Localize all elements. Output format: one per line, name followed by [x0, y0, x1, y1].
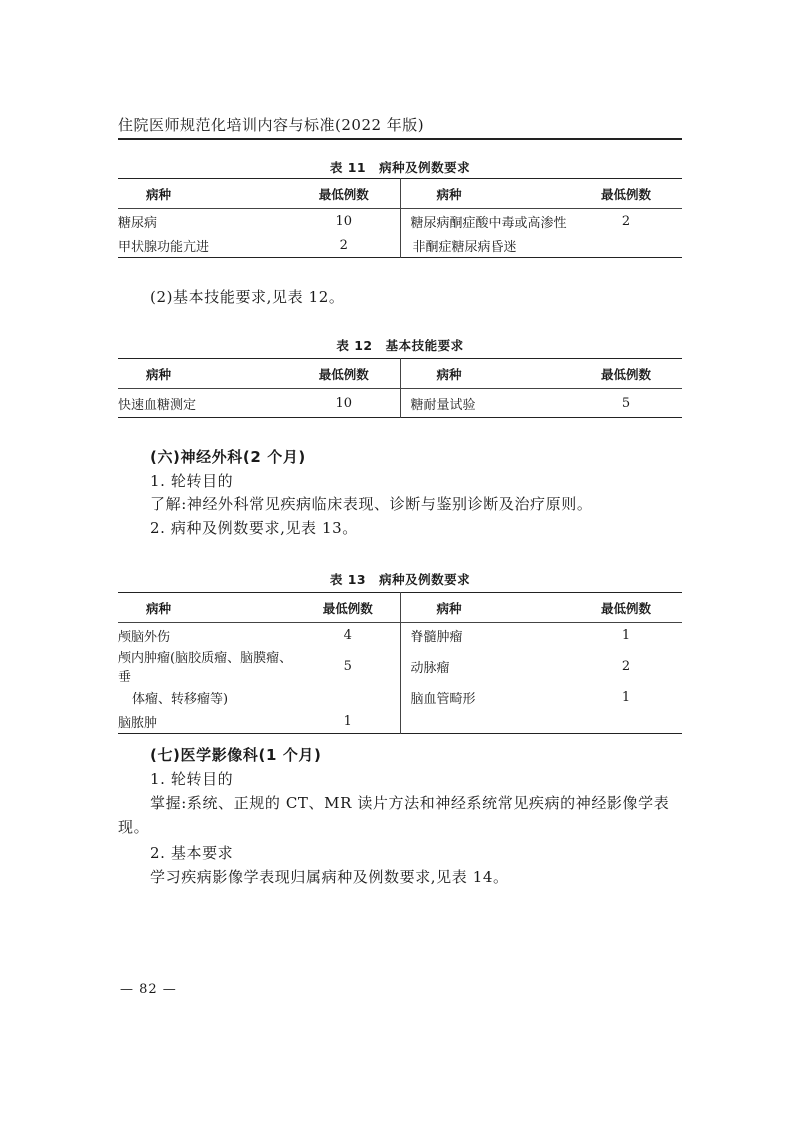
cell-count: 2	[339, 237, 348, 253]
paragraph-learn: 学习疾病影像学表现归属病种及例数要求,见表 14。	[150, 868, 509, 886]
cell-count	[570, 709, 682, 734]
item-disease-ref: 2. 病种及例数要求,见表 13。	[150, 519, 358, 537]
cell-count	[296, 685, 400, 709]
section-heading-neurosurgery: (六)神经外科(2 个月)	[150, 448, 306, 466]
table11	[118, 178, 682, 258]
table13	[118, 592, 682, 734]
table-row	[118, 233, 682, 258]
col-header-count: 最低例数	[288, 359, 400, 389]
cell-count: 10	[335, 213, 353, 229]
col-header-count: 最低例数	[296, 593, 400, 623]
cell-disease: 非酮症糖尿病昏迷	[400, 233, 570, 258]
item-rotation-goal: 1. 轮转目的	[150, 472, 234, 490]
cell-count: 2	[621, 658, 631, 674]
cell-count: 10	[335, 395, 353, 411]
cell-count: 4	[343, 627, 352, 643]
table-row	[118, 623, 682, 648]
paragraph-skill-ref: (2)基本技能要求,见表 12。	[150, 288, 345, 306]
table-row	[118, 647, 682, 685]
cell-disease	[400, 709, 570, 734]
cell-count: 5	[621, 395, 631, 411]
item-rotation-goal: 1. 轮转目的	[150, 770, 234, 788]
table-row	[118, 709, 682, 734]
col-header-disease: 病种	[118, 359, 288, 389]
cell-disease: 脑脓肿	[118, 715, 158, 731]
cell-count: 1	[621, 689, 631, 705]
header-rule	[118, 138, 682, 140]
cell-count: 2	[621, 213, 631, 229]
table13-caption: 表 13 病种及例数要求	[329, 572, 471, 587]
table12-caption: 表 12 基本技能要求	[336, 338, 464, 353]
col-header-disease: 病种	[400, 359, 570, 389]
cell-disease: 糖尿病	[118, 215, 158, 231]
col-header-count: 最低例数	[570, 359, 682, 389]
cell-disease: 甲状腺功能亢进	[118, 239, 210, 255]
col-header-count: 最低例数	[288, 179, 400, 209]
col-header-count: 最低例数	[570, 179, 682, 209]
col-header-disease: 病种	[400, 593, 570, 623]
paragraph-master: 掌握:系统、正规的 CT、MR 读片方法和神经系统常见疾病的神经影像学表现。	[118, 794, 670, 836]
col-header-count: 最低例数	[570, 593, 682, 623]
col-header-disease: 病种	[118, 179, 288, 209]
table-header-row	[118, 359, 682, 389]
paragraph-understand: 了解:神经外科常见疾病临床表现、诊断与鉴别诊断及治疗原则。	[150, 495, 593, 513]
table-header-row	[118, 179, 682, 209]
cell-disease: 颅脑外伤	[118, 629, 171, 645]
cell-disease: 糖耐量试验	[400, 389, 570, 418]
cell-disease: 体瘤、转移瘤等)	[132, 691, 229, 707]
cell-count	[570, 233, 682, 258]
running-header: 住院医师规范化培训内容与标准(2022 年版)	[118, 116, 425, 134]
cell-count: 1	[621, 627, 631, 643]
cell-disease: 脊髓肿瘤	[400, 623, 570, 648]
item-basic-requirements: 2. 基本要求	[150, 844, 234, 862]
cell-count: 5	[343, 658, 352, 674]
col-header-disease: 病种	[118, 593, 296, 623]
page-number: — 82 —	[120, 982, 177, 997]
section-heading-imaging: (七)医学影像科(1 个月)	[150, 746, 322, 764]
cell-count: 1	[343, 713, 352, 729]
cell-disease: 快速血糖测定	[118, 397, 197, 413]
table-header-row	[118, 593, 682, 623]
col-header-disease: 病种	[400, 179, 570, 209]
cell-disease: 糖尿病酮症酸中毒或高渗性	[400, 209, 570, 234]
cell-disease: 颅内肿瘤(脑胶质瘤、脑膜瘤、垂	[118, 651, 293, 685]
cell-disease: 动脉瘤	[400, 647, 570, 685]
table12	[118, 358, 682, 418]
table11-caption: 表 11 病种及例数要求	[329, 160, 471, 175]
table-row	[118, 389, 682, 418]
cell-disease: 脑血管畸形	[400, 685, 570, 709]
table-row	[118, 209, 682, 234]
table-row	[118, 685, 682, 709]
